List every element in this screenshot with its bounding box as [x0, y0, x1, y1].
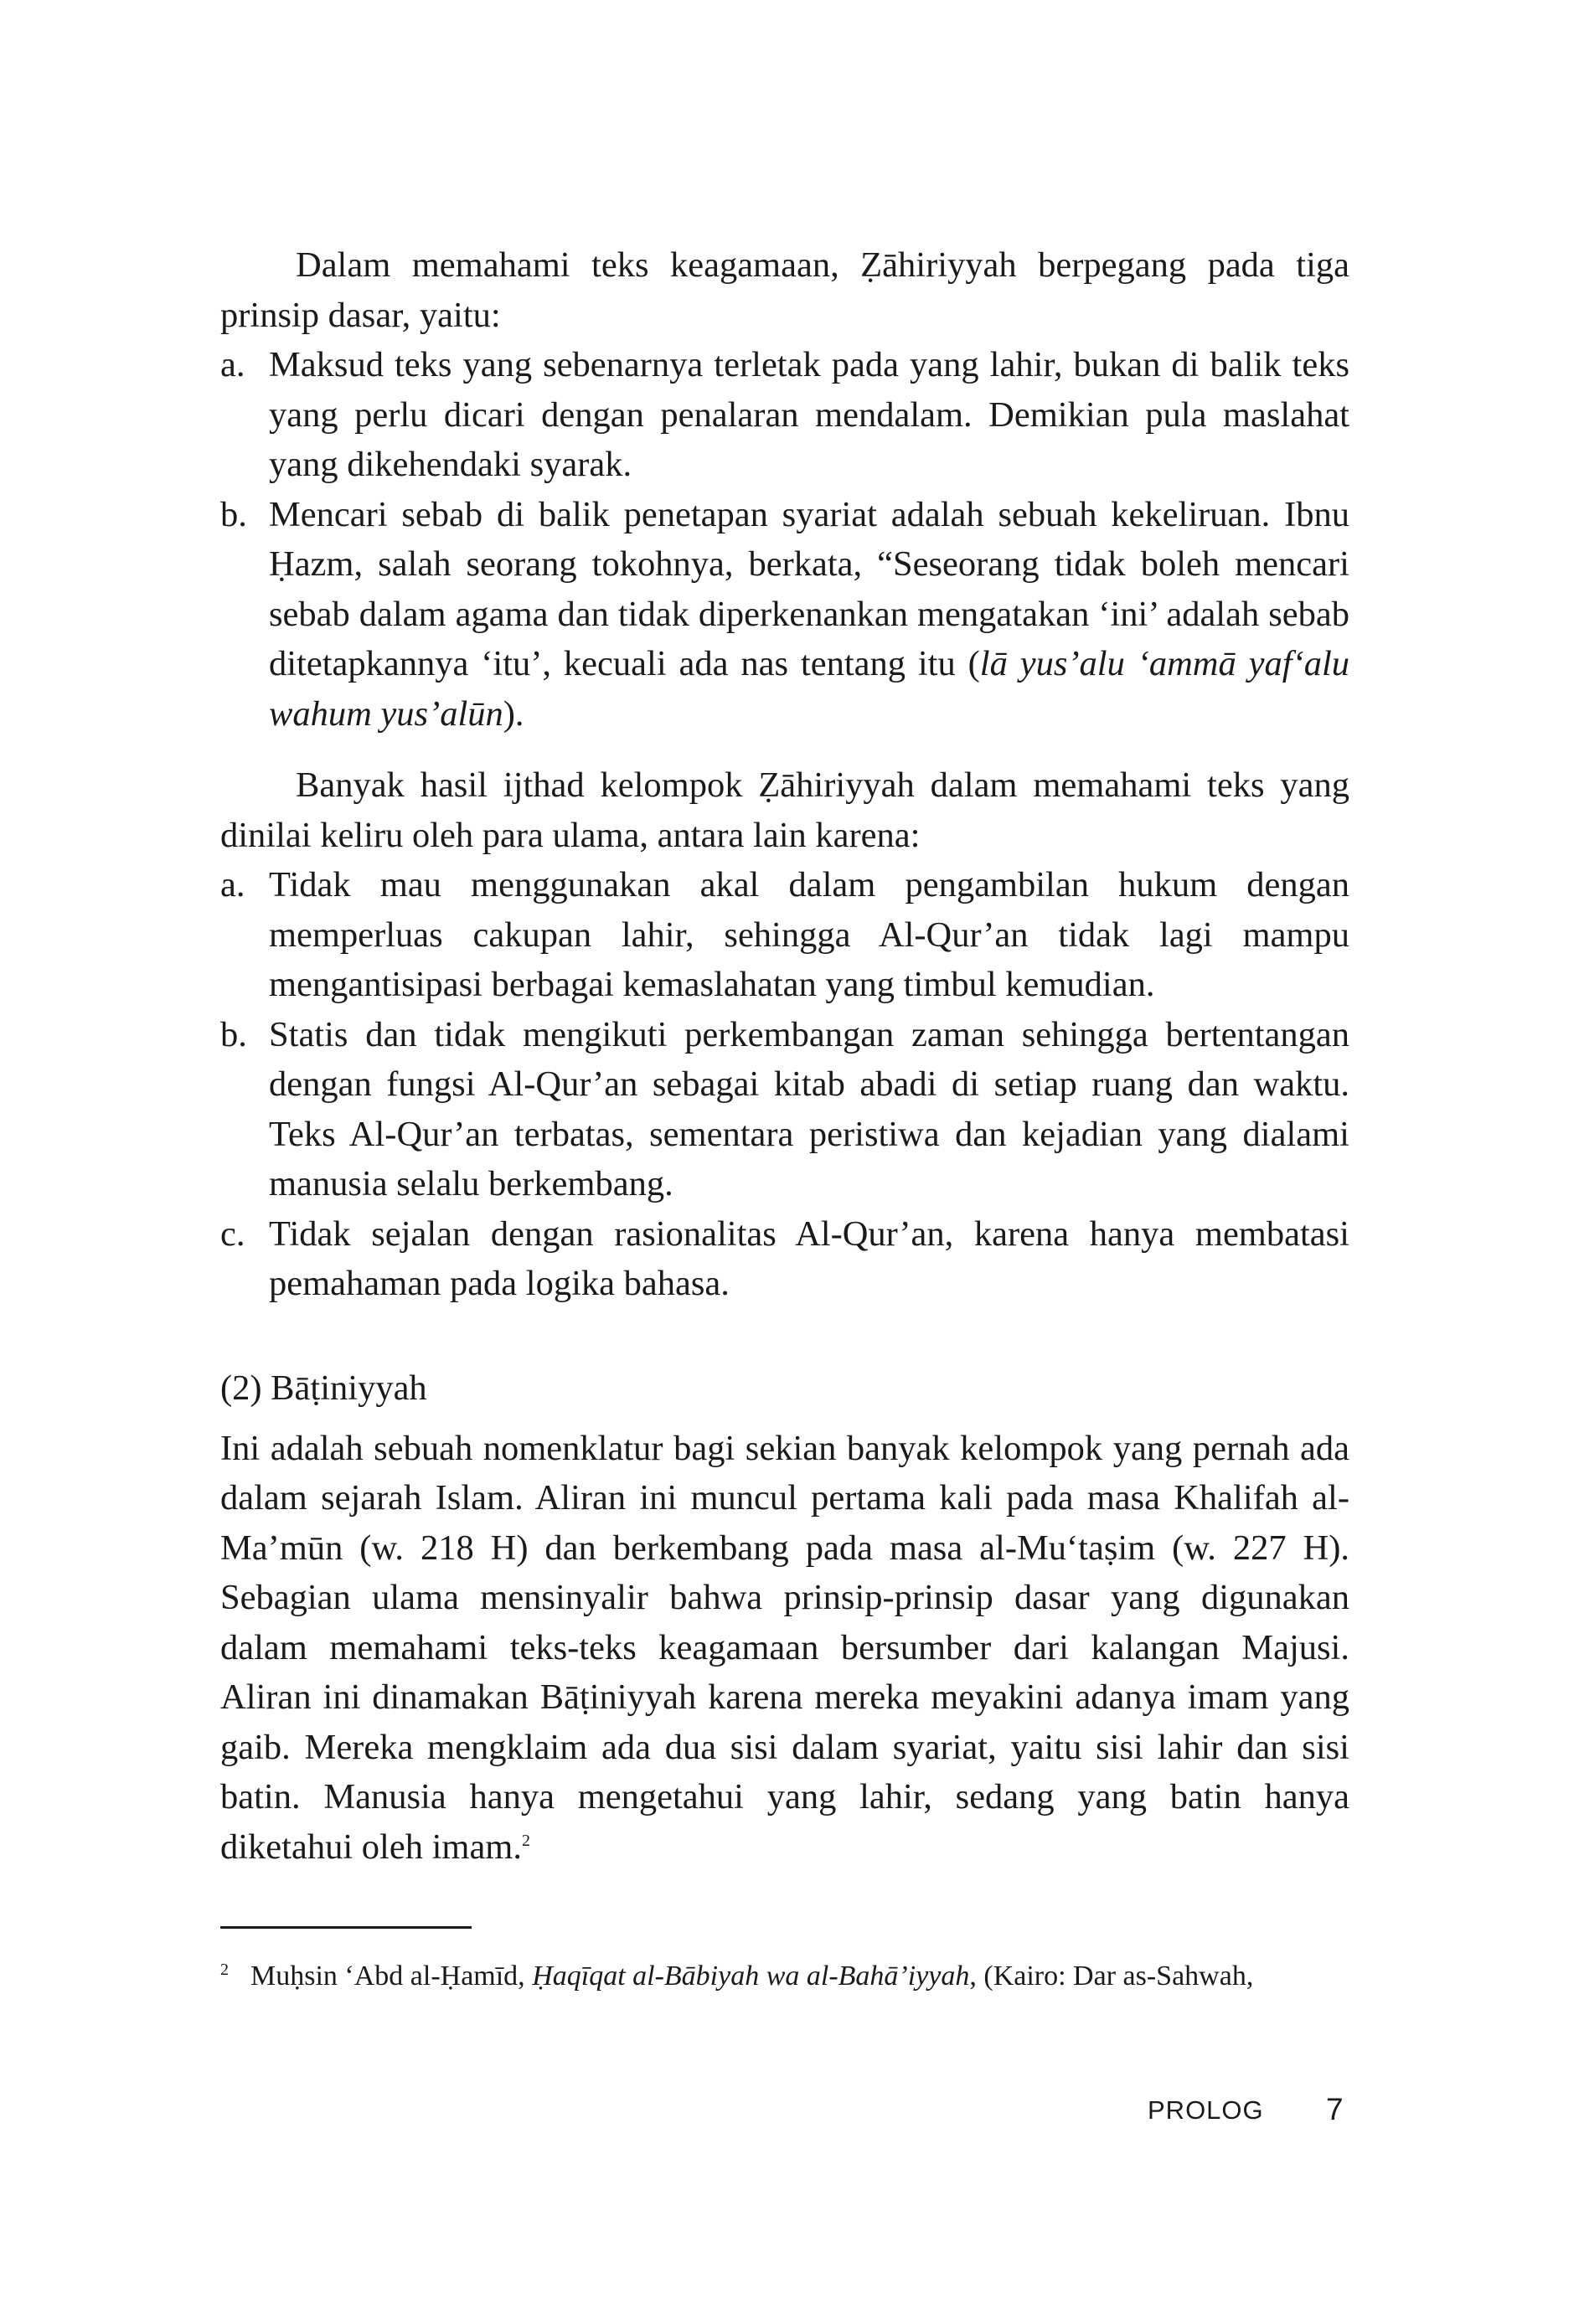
arabic-transliteration: lā yus’alu ‘ammā yaf‘alu wahum yus’alūn	[269, 644, 1350, 734]
list-item	[220, 1209, 1349, 1309]
page-number: 7	[1326, 2092, 1344, 2126]
footnote: 2 Muḥsin ‘Abd al-Ḥamīd, Ḥaqīqat al-Bābiyah wa al-Bahā’iyyah, (Kairo: Dar as-Sahwah,	[220, 1960, 1254, 1992]
content-block-1	[220, 240, 1349, 739]
paragraph-batiniyyah	[220, 1424, 1349, 1873]
footnote-title: Ḥaqīqat al-Bābiyah wa al-Bahā’iyyah	[532, 1961, 970, 1992]
section-heading-batiniyyah: (2) Bāṭiniyyah	[220, 1368, 427, 1408]
list-item	[220, 860, 1349, 1010]
list-marker: b.	[220, 494, 247, 534]
running-head: PROLOG	[1148, 2095, 1264, 2125]
paragraph-critique-intro: Banyak hasil ijthad kelompok Ẓāhiriyyah dalam memahami teks yang dinilai keliru oleh para ulama, antara lain karena:	[220, 765, 1349, 855]
list-marker: c.	[220, 1214, 245, 1254]
footnote-publication: , (Kairo: Dar as-Sahwah,	[969, 1961, 1254, 1992]
principles-list	[220, 340, 1349, 739]
list-item-text: Statis dan tidak mengikuti perkembangan zaman sehingga bertentangan dengan fungsi Al-Qur’an sebagai kitab abadi di setiap ruang dan waktu. Teks Al-Qur’an terbatas, sementara peristiwa dan kejadian yang dialami manusia selalu berkembang.	[269, 1014, 1349, 1203]
list-marker: a.	[220, 865, 245, 904]
list-item-text-part: Mencari sebab di balik penetapan syariat adalah sebuah kekeliruan. Ibnu Ḥazm, salah seorang tokohnya, berkata, “Seseorang tidak boleh mencari sebab dalam agama dan tidak diperkenankan mengatakan ‘ini’ adalah sebab ditetapkannya ‘itu’, kecuali ada nas tentang itu (	[269, 494, 1349, 683]
footnote-divider	[220, 1926, 472, 1929]
list-item-text-part: ).	[503, 693, 524, 734]
list-item-text	[269, 490, 1349, 739]
list-item-text: Maksud teks yang sebenarnya terletak pada yang lahir, bukan di balik teks yang perlu dicari dengan penalaran mendalam. Demikian pula maslahat yang dikehendaki syarak.	[269, 345, 1349, 484]
list-item-text: Tidak mau menggunakan akal dalam pengambilan hukum dengan memperluas cakupan lahir, sehingga Al-Qur’an tidak lagi mampu mengantisipasi berbagai kemaslahatan yang timbul kemudian.	[269, 865, 1349, 1004]
list-marker: a.	[220, 345, 245, 384]
critique-list	[220, 860, 1349, 1309]
paragraph-text: Ini adalah sebuah nomenklatur bagi sekian banyak kelompok yang pernah ada dalam sejarah Islam. Aliran ini muncul pertama kali pada masa Khalifah al-Ma’mūn (w. 218 H) dan berkembang pada masa al-Mu‘taṣim (w. 227 H). Sebagian ulama mensinyalir bahwa prinsip-prinsip dasar yang digunakan dalam memahami teks-teks keagamaan bersumber dari kalangan Majusi. Aliran ini dinamakan Bāṭiniyyah karena mereka meyakini adanya imam yang gaib. Mereka mengklaim ada dua sisi dalam syariat, yaitu sisi lahir dan sisi batin. Manusia hanya mengetahui yang lahir, sedang yang batin hanya diketahui oleh imam.	[220, 1428, 1349, 1867]
footnote-reference[interactable]: 2	[521, 1831, 530, 1850]
list-item-text: Tidak sejalan dengan rasionalitas Al-Qur’an, karena hanya membatasi pemahaman pada logika bahasa.	[269, 1214, 1349, 1303]
list-marker: b.	[220, 1014, 247, 1054]
list-item	[220, 340, 1349, 490]
list-item	[220, 490, 1349, 739]
content-block-3	[220, 1363, 1349, 1872]
footnote-author: Muḥsin ‘Abd al-Ḥamīd,	[250, 1961, 533, 1992]
paragraph-intro-zahiriyyah: Dalam memahami teks keagamaan, Ẓāhiriyyah berpegang pada tiga prinsip dasar, yaitu:	[220, 245, 1349, 335]
list-item	[220, 1010, 1349, 1209]
content-block-2	[220, 760, 1349, 1309]
